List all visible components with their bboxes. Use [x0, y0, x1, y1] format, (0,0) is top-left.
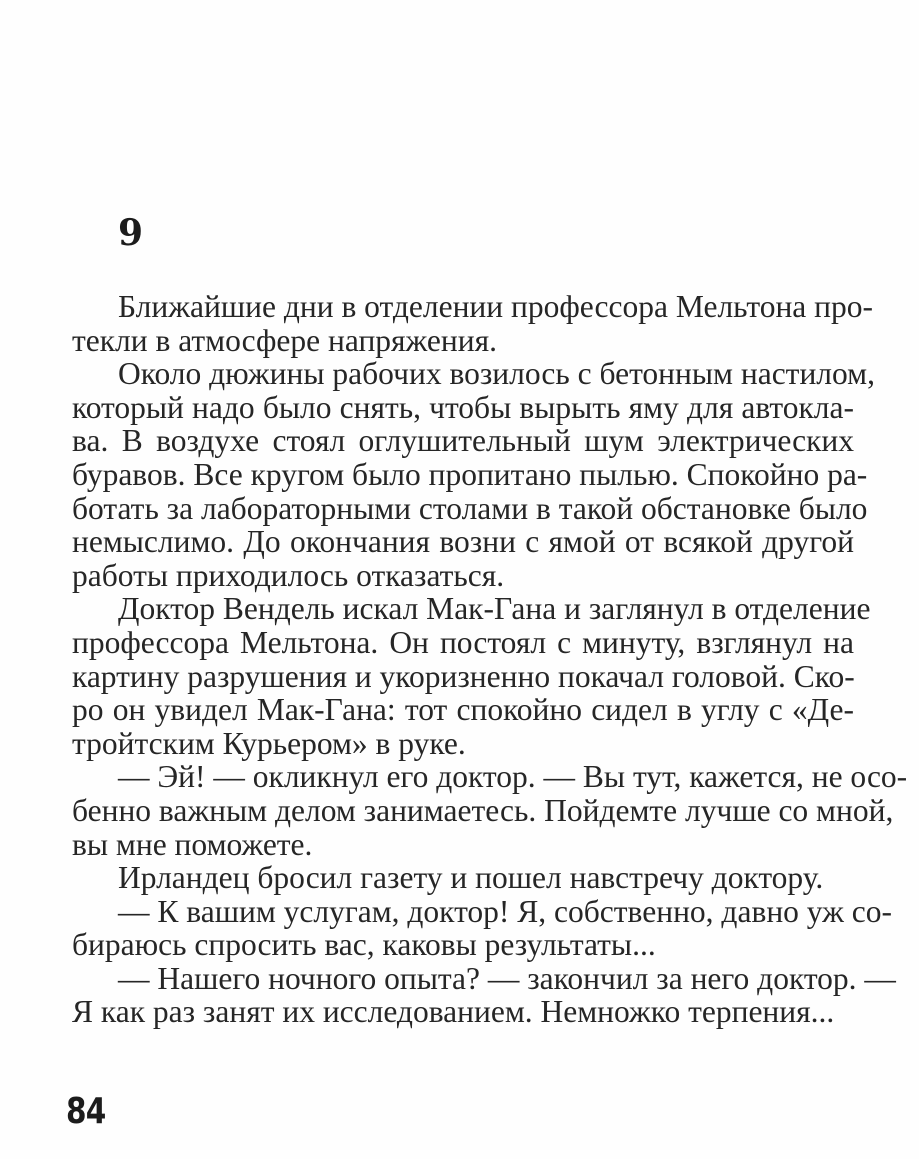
- chapter-number: 9: [118, 212, 144, 254]
- text-line: бенно важным делом занимаетесь. Пойдемте лучше со мной,: [72, 792, 894, 828]
- text-line: Ближайшие дни в отделении профессора Мельтона про-: [118, 289, 874, 324]
- text-line: Я как раз занят их исследованием. Немножко терпения...: [72, 994, 835, 1030]
- body-text: [72, 289, 908, 1030]
- text-line: ва. В воздухе стоял оглушительный шум электрических: [72, 423, 854, 459]
- text-line: — К вашим услугам, доктор! Я, собственно, давно уж со-: [118, 893, 892, 929]
- text-line: немыслимо. До окончания возни с ямой от всякой другой: [72, 524, 854, 560]
- text-line: — Нашего ночного опыта? — закончил за него доктор. —: [118, 960, 896, 996]
- text-line: который надо было снять, чтобы вырыть яму для автокла-: [72, 389, 854, 425]
- page-number: 84: [66, 1091, 106, 1132]
- text-line: текли в атмосфере напряжения.: [72, 322, 497, 358]
- text-line: профессора Мельтона. Он постоял с минуту, взглянул на: [72, 624, 854, 660]
- text-line: работы приходилось отказаться.: [72, 557, 505, 593]
- text-line: бираюсь спросить вас, каковы результаты...: [72, 927, 656, 963]
- text-line: вы мне поможете.: [72, 826, 313, 862]
- text-line: картину разрушения и укоризненно покачал головой. Ско-: [72, 658, 855, 694]
- text-line: Ирландец бросил газету и пошел навстречу доктору.: [118, 860, 824, 896]
- text-line: ро он увидел Мак-Гана: тот спокойно сидел в углу с «Де-: [72, 692, 854, 728]
- text-line: ботать за лабораторными столами в такой обстановке было: [72, 490, 868, 526]
- text-line: тройтским Курьером» в руке.: [72, 725, 466, 761]
- text-line: — Эй! — окликнул его доктор. — Вы тут, кажется, не осо-: [118, 759, 908, 795]
- text-line: Доктор Вендель искал Мак-Гана и заглянул в отделение: [118, 591, 871, 627]
- text-line: Около дюжины рабочих возилось с бетонным настилом,: [118, 356, 875, 392]
- text-line: буравов. Все кругом было пропитано пылью. Спокойно ра-: [72, 456, 868, 492]
